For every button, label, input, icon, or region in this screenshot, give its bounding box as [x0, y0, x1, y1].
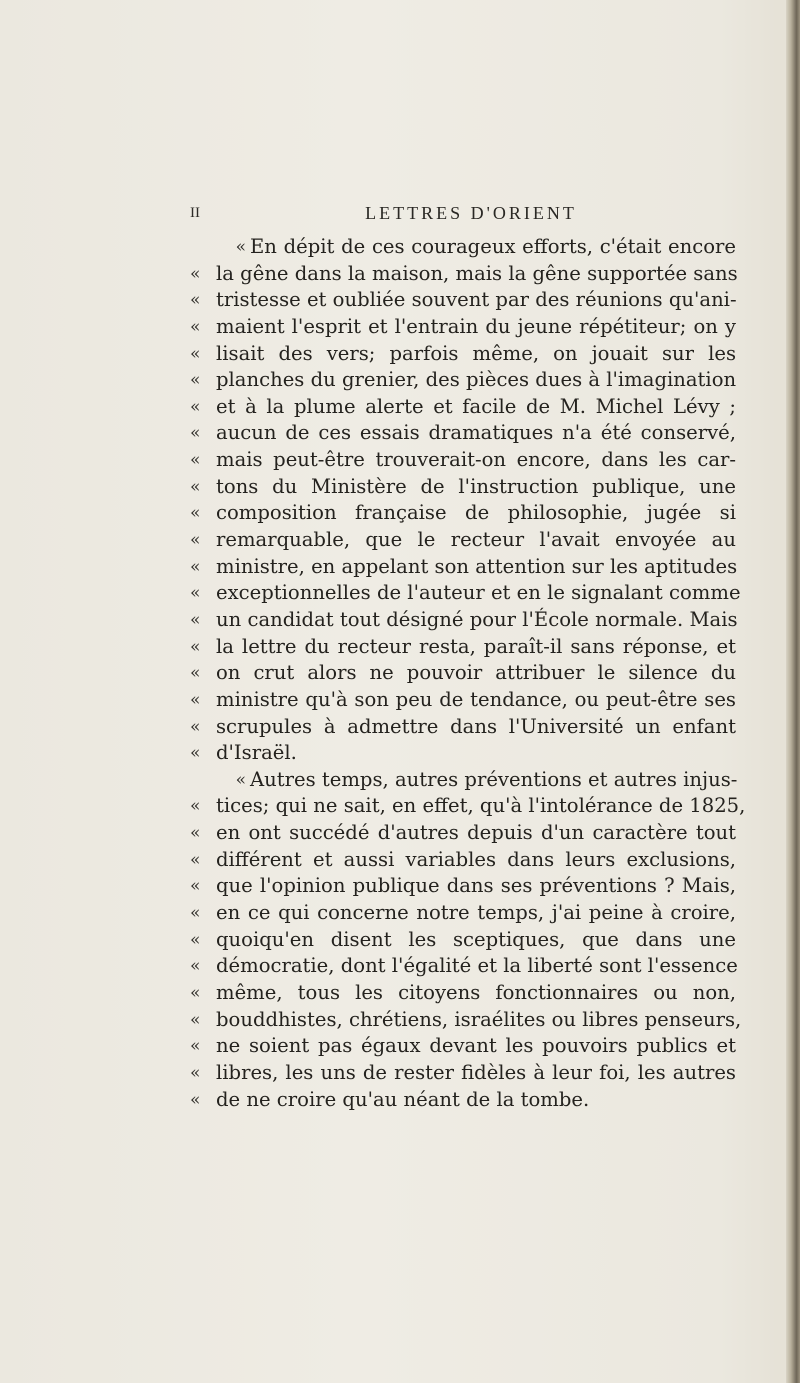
line-text: ministre, en appelant son attention sur les aptitudes	[216, 554, 738, 578]
text-line	[190, 793, 746, 820]
quote-mark: «	[190, 1009, 201, 1030]
page-edge	[786, 0, 800, 1383]
quote-mark: «	[190, 956, 201, 977]
quote-mark: «	[190, 849, 201, 870]
line-text: un candidat tout désigné pour l'École normale. Mais	[216, 607, 738, 631]
quote-mark: «	[190, 1036, 201, 1057]
line-text: aucun de ces essais dramatiques n'a été conservé,	[216, 421, 736, 445]
line-text: démocratie, dont l'égalité et la liberté sont l'essence	[216, 954, 738, 978]
quote-mark: «	[190, 1062, 201, 1083]
line-text: différent et aussi variables dans leurs exclusions,	[216, 847, 736, 871]
quote-mark: «	[190, 263, 201, 284]
line-text: libres, les uns de rester fidèles à leur foi, les autres	[216, 1060, 736, 1084]
quote-mark: «	[190, 396, 201, 417]
quote-mark: «	[190, 316, 201, 337]
line-text: lisait des vers; parfois même, on jouait sur les	[216, 341, 736, 365]
text-line	[190, 1087, 736, 1114]
text-line	[190, 474, 736, 501]
quote-mark: «	[190, 663, 201, 684]
text-line	[190, 847, 736, 874]
quote-mark: «	[190, 450, 201, 471]
quote-mark: «	[190, 370, 201, 391]
text-line	[190, 420, 736, 447]
text-line	[190, 980, 736, 1007]
line-text: la lettre du recteur resta, paraît-il sans réponse, et	[216, 634, 736, 658]
quote-mark: «	[190, 1089, 201, 1110]
running-title: LETTRES D'ORIENT	[365, 203, 577, 223]
line-text: en ce qui concerne notre temps, j'ai peine à croire,	[216, 901, 736, 925]
line-text: tristesse et oubliée souvent par des réunions qu'ani-	[216, 288, 737, 312]
text-line	[190, 740, 736, 767]
line-text: remarquable, que le recteur l'avait envoyée au	[216, 528, 736, 552]
line-text: planches du grenier, des pièces dues à l'imagination	[216, 368, 737, 392]
quote-mark: «	[235, 237, 246, 257]
text-line	[190, 1007, 742, 1034]
line-text: tons du Ministère de l'instruction publique, une	[216, 474, 736, 498]
line-text: Autres temps, autres préventions et autres injus-	[250, 767, 738, 791]
quote-mark: «	[190, 556, 201, 577]
text-line	[190, 1033, 736, 1060]
quote-mark: «	[190, 743, 201, 764]
line-text: tices; qui ne sait, en effet, qu'à l'intolérance de 1825,	[216, 794, 746, 818]
quote-mark: «	[190, 982, 201, 1003]
quote-mark: «	[190, 476, 201, 497]
quote-mark: «	[190, 503, 201, 524]
quote-mark: «	[190, 530, 201, 551]
text-line	[190, 367, 736, 394]
quote-mark: «	[190, 929, 201, 950]
text-line	[190, 261, 736, 288]
text-line	[190, 1060, 736, 1087]
line-text: mais peut-être trouverait-on encore, dans les car-	[216, 448, 736, 472]
text-line	[190, 500, 736, 527]
quote-mark: «	[190, 823, 201, 844]
quote-mark: «	[190, 716, 201, 737]
text-line	[190, 554, 736, 581]
quote-mark: «	[190, 636, 201, 657]
line-text: maient l'esprit et l'entrain du jeune répétiteur; on y	[216, 314, 736, 338]
quote-mark: «	[190, 876, 201, 897]
text-line	[190, 580, 741, 607]
line-text: composition française de philosophie, jugée si	[216, 501, 736, 525]
text-line	[190, 341, 736, 368]
text-line	[190, 447, 736, 474]
line-text: d'Israël.	[216, 741, 297, 765]
page-header	[190, 203, 736, 229]
quote-mark: «	[190, 423, 201, 444]
quote-mark: «	[190, 689, 201, 710]
text-line	[190, 234, 736, 261]
quote-mark: «	[190, 609, 201, 630]
page-number: II	[190, 205, 200, 221]
quote-mark: «	[190, 343, 201, 364]
quote-mark: «	[235, 769, 246, 790]
line-text: que l'opinion publique dans ses préventions ? Mais,	[216, 874, 736, 898]
quote-mark: «	[190, 903, 201, 924]
text-line	[190, 287, 736, 314]
quote-mark: «	[190, 796, 201, 817]
line-text: bouddhistes, chrétiens, israélites ou libres penseurs,	[216, 1007, 742, 1031]
text-line	[190, 527, 736, 554]
text-line	[190, 607, 736, 634]
line-text: en ont succédé d'autres depuis d'un caractère tout	[216, 821, 736, 845]
line-text: exceptionnelles de l'auteur et en le signalant comme	[216, 581, 741, 605]
text-line	[190, 900, 736, 927]
text-line	[190, 927, 736, 954]
text-line	[190, 660, 736, 687]
line-text: scrupules à admettre dans l'Université un enfant	[216, 714, 736, 738]
line-text: ministre qu'à son peu de tendance, ou peut-être ses	[216, 687, 736, 711]
quote-mark: «	[190, 290, 201, 311]
text-line	[190, 314, 736, 341]
line-text: et à la plume alerte et facile de M. Michel Lévy ;	[216, 394, 736, 418]
text-line	[190, 634, 736, 661]
text-line	[190, 820, 736, 847]
line-text: ne soient pas égaux devant les pouvoirs publics et	[216, 1034, 736, 1058]
line-text: En dépit de ces courageux efforts, c'était encore	[250, 235, 736, 258]
text-line	[190, 953, 736, 980]
text-line	[190, 767, 736, 794]
line-text: de ne croire qu'au néant de la tombe.	[216, 1087, 590, 1111]
line-text: même, tous les citoyens fonctionnaires ou non,	[216, 980, 736, 1004]
line-text: la gêne dans la maison, mais la gêne supportée sans	[216, 261, 738, 285]
quote-mark: «	[190, 583, 201, 604]
text-line	[190, 873, 736, 900]
line-text: quoiqu'en disent les sceptiques, que dans une	[216, 927, 736, 951]
line-text: on crut alors ne pouvoir attribuer le silence du	[216, 661, 736, 685]
text-line	[190, 687, 736, 714]
body-text	[190, 234, 746, 1113]
text-line	[190, 714, 736, 741]
text-line	[190, 394, 736, 421]
